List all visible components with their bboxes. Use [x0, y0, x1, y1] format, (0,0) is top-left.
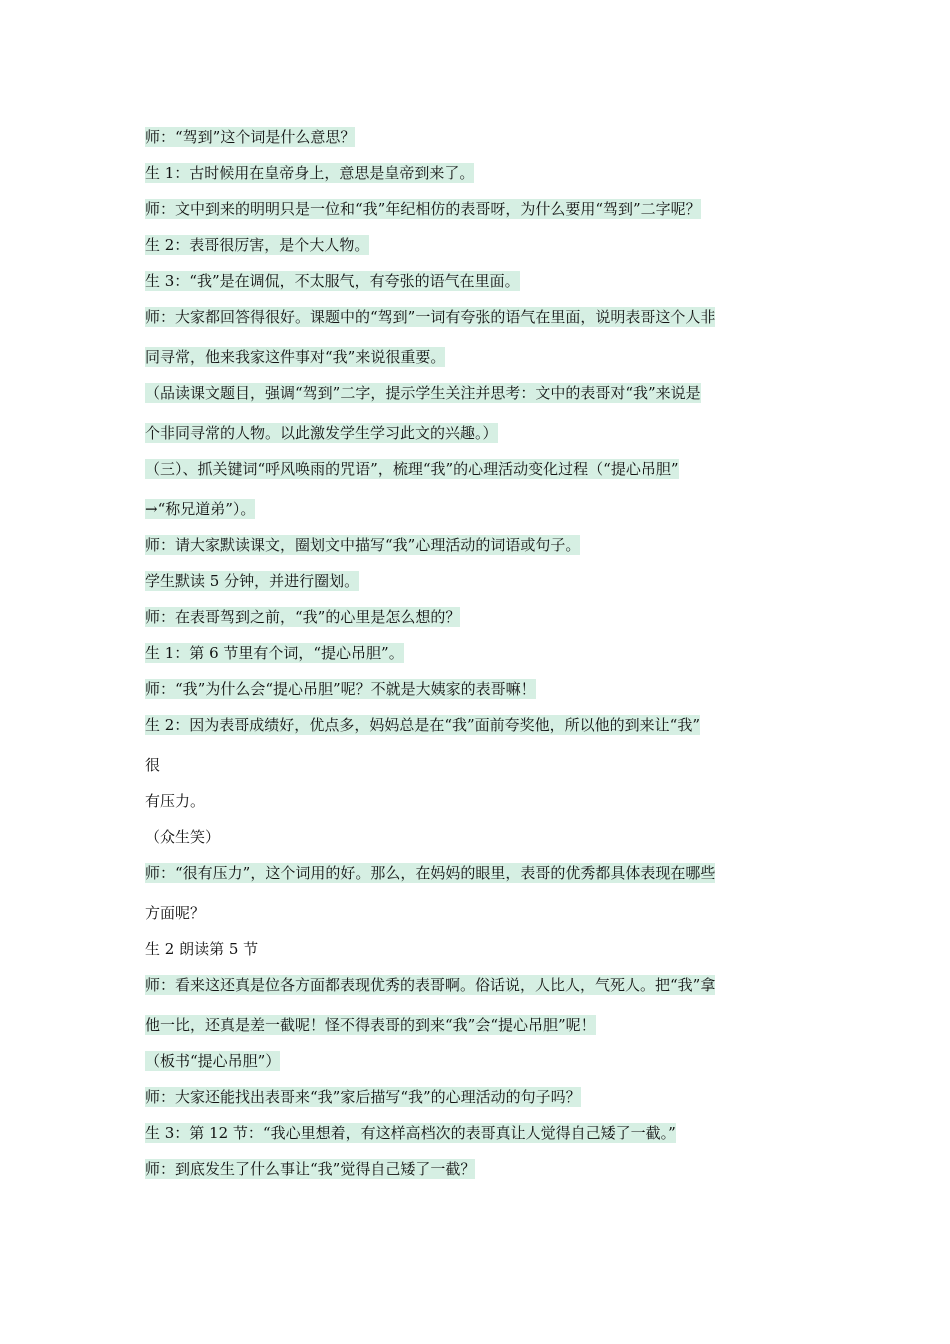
highlighted-text: 师：文中到来的明明只是一位和“我”年纪相仿的表哥呀，为什么要用“驾到”二字呢？: [145, 200, 701, 218]
text-line: [145, 198, 810, 234]
text-line: [145, 346, 810, 382]
text-line: [145, 606, 810, 642]
highlighted-text: 学生默读 5 分钟，并进行圈划。: [145, 572, 360, 590]
plain-text: 方面呢？: [145, 904, 206, 922]
text-line: [145, 642, 810, 678]
text-line: [145, 270, 810, 306]
text-line: [145, 826, 810, 862]
text-line: [145, 162, 810, 198]
text-line: [145, 234, 810, 270]
text-line: [145, 382, 810, 422]
plain-text: （众生笑）: [145, 828, 221, 846]
highlighted-text: 他一比，还真是差一截呢！怪不得表哥的到来“我”会“提心吊胆”呢！: [145, 1016, 596, 1034]
highlighted-text: 师：看来这还真是位各方面都表现优秀的表哥啊。俗话说，人比人，气死人。把“我”拿: [145, 976, 716, 994]
highlighted-text: 生 2：因为表哥成绩好，优点多，妈妈总是在“我”面前夸奖他，所以他的到来让“我”: [145, 716, 700, 734]
highlighted-text: 师：“很有压力”，这个词用的好。那么，在妈妈的眼里，表哥的优秀都具体表现在哪些: [145, 864, 716, 882]
plain-text: 生 2 朗读第 5 节: [145, 940, 259, 958]
text-line: [145, 938, 810, 974]
text-line: [145, 754, 810, 790]
text-line: [145, 790, 810, 826]
highlighted-text: 师：请大家默读课文，圈划文中描写“我”心理活动的词语或句子。: [145, 536, 581, 554]
text-line: [145, 678, 810, 714]
highlighted-text: 师：“驾到”这个词是什么意思？: [145, 128, 356, 146]
text-line: [145, 126, 810, 162]
highlighted-text: 师：“我”为什么会“提心吊胆”呢？不就是大姨家的表哥嘛！: [145, 680, 536, 698]
highlighted-text: 生 1：第 6 节里有个词，“提心吊胆”。: [145, 644, 404, 662]
highlighted-text: 生 3：“我”是在调侃，不太服气，有夸张的语气在里面。: [145, 272, 520, 290]
text-line: [145, 498, 810, 534]
text-line: [145, 570, 810, 606]
highlighted-text: 生 3：第 12 节：“我心里想着，有这样高档次的表哥真让人觉得自己矮了一截。”: [145, 1124, 676, 1142]
text-line: [145, 1086, 810, 1122]
text-line: [145, 1122, 810, 1158]
highlighted-text: （三）、抓关键词“呼风唤雨的咒语”，梳理“我”的心理活动变化过程（“提心吊胆”: [145, 460, 679, 478]
highlighted-text: 生 2：表哥很厉害，是个大人物。: [145, 236, 370, 254]
highlighted-text: 师：大家还能找出表哥来“我”家后描写“我”的心理活动的句子吗？: [145, 1088, 581, 1106]
text-line: [145, 1158, 810, 1194]
text-line: [145, 306, 810, 346]
document-body: [145, 126, 810, 1194]
highlighted-text: （板书“提心吊胆”）: [145, 1052, 281, 1070]
highlighted-text: 个非同寻常的人物。以此激发学生学习此文的兴趣。）: [145, 424, 498, 442]
text-line: [145, 862, 810, 902]
highlighted-text: →“称兄道弟”）。: [145, 500, 256, 518]
highlighted-text: 同寻常，他来我家这件事对“我”来说很重要。: [145, 348, 446, 366]
text-line: [145, 422, 810, 458]
highlighted-text: 师：大家都回答得很好。课题中的“驾到”一词有夸张的语气在里面，说明表哥这个人非: [145, 308, 716, 326]
text-line: [145, 534, 810, 570]
highlighted-text: （品读课文题目，强调“驾到”二字，提示学生关注并思考：文中的表哥对“我”来说是: [145, 384, 701, 402]
highlighted-text: 师：到底发生了什么事让“我”觉得自己矮了一截？: [145, 1160, 476, 1178]
text-line: [145, 902, 810, 938]
text-line: [145, 1014, 810, 1050]
highlighted-text: 师：在表哥驾到之前，“我”的心里是怎么想的？: [145, 608, 461, 626]
plain-text: 有压力。: [145, 792, 206, 810]
text-line: [145, 458, 810, 498]
text-line: [145, 714, 810, 754]
plain-text: 很: [145, 756, 161, 774]
text-line: [145, 974, 810, 1014]
text-line: [145, 1050, 810, 1086]
highlighted-text: 生 1：古时候用在皇帝身上，意思是皇帝到来了。: [145, 164, 475, 182]
